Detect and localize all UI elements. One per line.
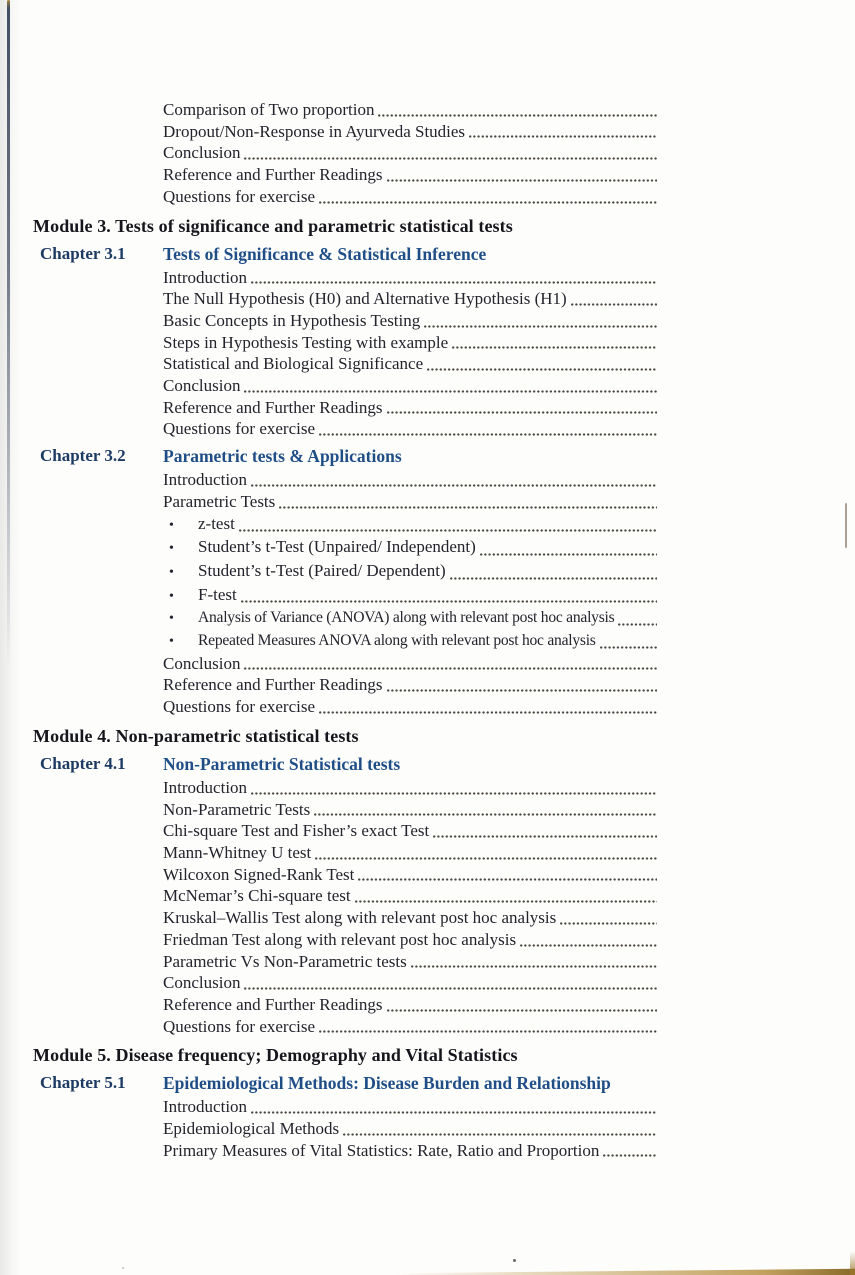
page-edge-mark-right [845,503,847,548]
toc-entry [33,310,657,332]
toc-entry-label: Student’s t-Test (Paired/ Dependent) [198,560,446,580]
toc-entry [33,1016,657,1038]
module-heading: Module 5. Disease frequency; Demography and Vital Statistics [33,1045,518,1066]
toc-entry-label: Wilcoxon Signed-Rank Test [163,864,355,884]
toc-entry [33,994,657,1016]
toc-entry-label: Primary Measures of Vital Statistics: Rate, Ratio and Proportion [163,1140,600,1160]
toc-entry-label: Questions for exercise [163,1016,316,1036]
dotted-leader [452,346,657,349]
bullet-icon: • [169,541,174,557]
toc-entry-label: Epidemiological Methods [163,1119,340,1139]
toc-entry-label: Analysis of Variance (ANOVA) along with relevant post hoc analysis [198,609,615,627]
toc-entry [33,513,657,537]
toc-entry [33,607,657,630]
page-stack-edge-bottom [395,1268,855,1275]
dotted-leader [251,484,657,487]
page-spine-shadow [7,0,10,680]
dotted-leader [433,835,657,838]
toc-entry [33,653,657,675]
toc-entry-label: Statistical and Biological Significance [163,354,424,374]
toc-entry-label: Non-Parametric Tests [163,799,311,819]
module-heading: Module 3. Tests of significance and parametric statistical tests [33,215,513,236]
dotted-leader [427,368,657,371]
chapter-title: Tests of Significance & Statistical Inference [163,243,487,264]
dotted-leader [241,600,657,603]
dotted-leader [279,506,657,509]
toc-entry-label: Questions for exercise [163,419,316,439]
dotted-leader [343,1133,657,1136]
toc-entry-label: Reference and Further Readings [163,994,383,1014]
toc-entry-label: Steps in Hypothesis Testing with example [163,332,449,352]
toc-entry [33,799,657,821]
toc-entry-label: Friedman Test along with relevant post hoc analysis [163,929,517,949]
chapter-label: Chapter 3.2 [40,446,126,466]
dotted-leader [571,303,657,306]
dotted-leader [319,711,657,714]
dotted-leader [560,922,657,925]
page-left-shadow [0,0,22,1275]
toc-entry-label: Chi-square Test and Fisher’s exact Test [163,821,430,841]
toc-entry [33,375,657,397]
dotted-leader [244,157,657,160]
toc-entry-label: F-test [198,584,237,604]
toc-entry-label: Reference and Further Readings [163,675,383,695]
toc-entry [33,1096,657,1118]
bullet-icon: • [169,564,174,580]
bullet-icon: • [169,611,174,627]
toc-entry-label: Student’s t-Test (Unpaired/ Independent) [198,537,476,557]
dotted-leader [387,1009,658,1012]
dotted-leader [411,965,657,968]
toc-entry-label: Introduction [163,470,248,490]
chapter-row [33,753,657,775]
toc-entry-label: Mann-Whitney U test [163,842,312,862]
toc-entry-label: Conclusion [163,143,241,163]
dotted-leader [378,114,657,117]
toc-entry-label: Kruskal–Wallis Test along with relevant post hoc analysis [163,908,557,928]
toc-entry-label: Introduction [163,777,248,797]
dotted-leader [387,179,658,182]
dotted-leader [450,577,657,580]
dotted-leader [469,135,657,138]
dotted-leader [480,553,657,556]
toc-entry [33,820,657,842]
page-corner-edge [850,1251,855,1275]
chapter-label: Chapter 3.1 [40,243,126,263]
dotted-leader [251,792,657,795]
dotted-leader [315,857,657,860]
chapter-label: Chapter 4.1 [40,753,126,773]
toc-entry [33,332,657,354]
dotted-leader [244,390,657,393]
toc-entry-label: Basic Concepts in Hypothesis Testing [163,310,421,330]
toc-entry-label: Dropout/Non-Response in Ayurveda Studies [163,121,466,141]
toc-entry [33,469,657,491]
toc-entry [33,1118,657,1140]
toc-entry [33,584,657,608]
dotted-leader [387,411,658,414]
toc-entry [33,121,657,143]
toc-entry [33,267,657,289]
toc-entry-label: Conclusion [163,653,241,673]
dotted-leader [520,944,657,947]
toc-entry-label: Reference and Further Readings [163,397,383,417]
dotted-leader [251,281,657,284]
toc-entry-label: Parametric Vs Non-Parametric tests [163,951,407,971]
chapter-label: Chapter 5.1 [40,1073,126,1093]
dotted-leader [314,813,657,816]
toc-entry-label: Questions for exercise [163,697,316,717]
dotted-leader [603,1154,657,1157]
module-heading: Module 4. Non-parametric statistical tests [33,725,359,746]
toc-entry-label: Comparison of Two proportion [163,100,375,119]
toc-entry [33,696,657,718]
bullet-icon: • [169,588,174,604]
toc-entry-label: Introduction [163,267,248,287]
toc-entry [33,972,657,994]
dotted-leader [239,529,657,532]
dotted-leader [251,1111,657,1114]
chapter-row [33,243,657,265]
toc-entry [33,353,657,375]
toc-entry [33,777,657,799]
toc-entry-label: Parametric Tests [163,491,276,511]
dotted-leader [319,1030,657,1033]
toc-entry [33,1140,657,1162]
chapter-title: Epidemiological Methods: Disease Burden and Relationship [163,1073,611,1094]
toc-entry-label: Conclusion [163,376,241,396]
chapter-title: Non-Parametric Statistical tests [163,753,401,774]
toc-entry [33,536,657,560]
toc-entry-label: The Null Hypothesis (H0) and Alternative Hypothesis (H1) [163,289,567,309]
bullet-icon: • [169,517,174,533]
toc-entry [33,560,657,584]
dust-speck [513,1259,516,1262]
toc-entry-label: Repeated Measures ANOVA along with relevant post hoc analysis [198,632,596,650]
toc-entry [33,491,657,513]
toc-entry [33,907,657,929]
toc-entry [33,951,657,973]
toc-entry-label: Questions for exercise [163,186,316,206]
toc-entry-label: McNemar’s Chi-square test [163,886,351,906]
dust-speck [122,1267,124,1269]
toc-entry [33,630,657,653]
toc-entry-label: Conclusion [163,973,241,993]
toc-entry [33,864,657,886]
toc-entry [33,397,657,419]
toc-entry [33,164,657,186]
toc-entry [33,99,657,121]
toc-entry [33,929,657,951]
bullet-icon: • [169,634,174,650]
chapter-row [33,1072,657,1094]
toc-entry [33,288,657,310]
dotted-leader [618,623,657,626]
dotted-leader [319,201,657,204]
toc-entry [33,674,657,696]
toc-entry-label: z-test [198,513,235,533]
chapter-row [33,445,657,467]
toc-entry [33,418,657,440]
dotted-leader [600,646,657,649]
toc [33,99,657,1161]
toc-entry [33,885,657,907]
dotted-leader [358,878,657,881]
dotted-leader [424,325,657,328]
toc-entry [33,186,657,208]
dotted-leader [244,987,657,990]
toc-entry-label: Introduction [163,1097,248,1117]
dotted-leader [319,433,657,436]
dotted-leader [244,667,657,670]
toc-entry [33,842,657,864]
toc-entry-label: Reference and Further Readings [163,165,383,185]
toc-entry [33,142,657,164]
chapter-title: Parametric tests & Applications [163,446,402,467]
dotted-leader [387,689,658,692]
dotted-leader [355,900,657,903]
